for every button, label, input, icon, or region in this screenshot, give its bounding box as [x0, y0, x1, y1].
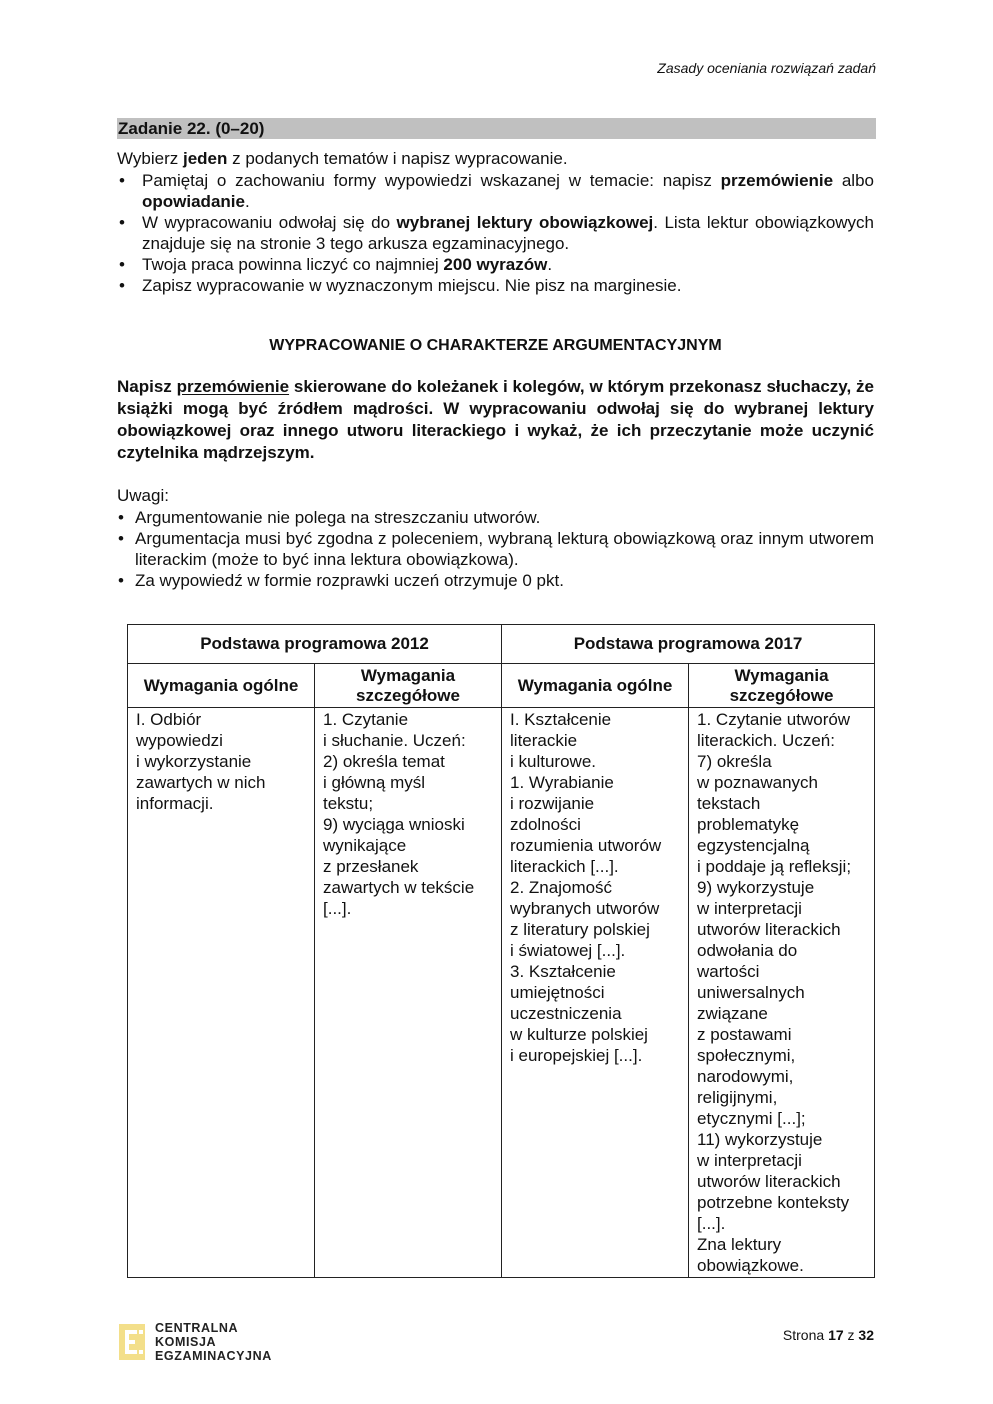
requirements-table [127, 624, 875, 1278]
page-number: Strona 17 z 32 [782, 1327, 874, 1343]
notes-label: Uwagi: [117, 486, 169, 505]
note-item: • Za wypowiedź w formie rozprawki uczeń otrzymuje 0 pkt. [117, 570, 874, 591]
table-cell: I. Odbiór wypowiedzi i wykorzystanie zawartych w nich informacji. [128, 708, 315, 1278]
essay-topic: Napisz przemówienie skierowane do koleżanek i kolegów, w którym przekonasz słuchaczy, że książki mogą być źródłem mądrości. W wypracowaniu odwołaj się do wybranej lektury obowiązkowej oraz innego utworu literackiego i wykaż, że ich przeczytanie może uczynić czytelnika mądrzejszym. [117, 377, 874, 462]
page-header: Zasady oceniania rozwiązań zadań [657, 60, 876, 76]
table-group-header: Podstawa programowa 2017 [502, 625, 875, 664]
table-column-header: Wymagania ogólne [502, 664, 689, 708]
instruction-item: • Pamiętaj o zachowaniu formy wypowiedzi wskazanej w temacie: napisz przemówienie albo opowiadanie. [117, 170, 874, 212]
table-row [128, 708, 875, 1278]
task-title: Zadanie 22. (0–20) [117, 118, 876, 139]
intro-text: Wybierz jeden z podanych tematów i napisz wypracowanie. [117, 149, 568, 168]
table-cell: I. Kształcenie literackie i kulturowe. 1. Wyrabianie i rozwijanie zdolności rozumienia utworów literackich [...]. 2. Znajomość wybranych utworów z literatury polskiej i światowej [...]. 3. Kształcenie umiejętności uczestniczenia w kulturze polskiej i europejskiej [...]. [502, 708, 689, 1278]
task-content [117, 148, 874, 591]
table-group-header: Podstawa programowa 2012 [128, 625, 502, 664]
section-heading: WYPRACOWANIE O CHARAKTERZE ARGUMENTACYJNYM [269, 337, 722, 354]
instruction-item: • W wypracowaniu odwołaj się do wybranej lektury obowiązkowej. Lista lektur obowiązkowych znajduje się na stronie 3 tego arkusza egzaminacyjnego. [117, 212, 874, 254]
instruction-item: • Zapisz wypracowanie w wyznaczonym miejscu. Nie pisz na marginesie. [117, 275, 874, 296]
note-item: • Argumentacja musi być zgodna z poleceniem, wybraną lekturą obowiązkową oraz innym utworem literackim (może to być inna lektura obowiązkowa). [117, 528, 874, 570]
note-item: • Argumentowanie nie polega na streszczaniu utworów. [117, 507, 874, 528]
table-cell: 1. Czytanie utworów literackich. Uczeń: 7) określa w poznawanych tekstach problematykę egzystencjalną i poddaje ją refleksji; 9) wykorzystuje w interpretacji utworów literackich odwołania do wartości uniwersalnych związane z postawami społecznymi, narodowymi, religijnymi, etycznymi [...]; 11) wykorzystuje w interpretacji utworów literackich potrzebne konteksty [...]. Zna lektury obowiązkowe. [689, 708, 875, 1278]
table-column-header: Wymagania szczegółowe [689, 664, 875, 708]
table-column-header: Wymagania szczegółowe [315, 664, 502, 708]
instructions-list [117, 170, 874, 296]
cke-logo-text: CENTRALNA KOMISJA EGZAMINACYJNA [155, 1321, 272, 1363]
cke-logo-icon [119, 1322, 149, 1362]
table-cell: 1. Czytanie i słuchanie. Uczeń: 2) określa temat i główną myśl tekstu; 9) wyciąga wnioski wynikające z przesłanek zawartych w tekście [...]. [315, 708, 502, 1278]
cke-logo [119, 1321, 272, 1363]
notes-list [117, 507, 874, 591]
table-column-header: Wymagania ogólne [128, 664, 315, 708]
instruction-item: • Twoja praca powinna liczyć co najmniej 200 wyrazów. [117, 254, 874, 275]
